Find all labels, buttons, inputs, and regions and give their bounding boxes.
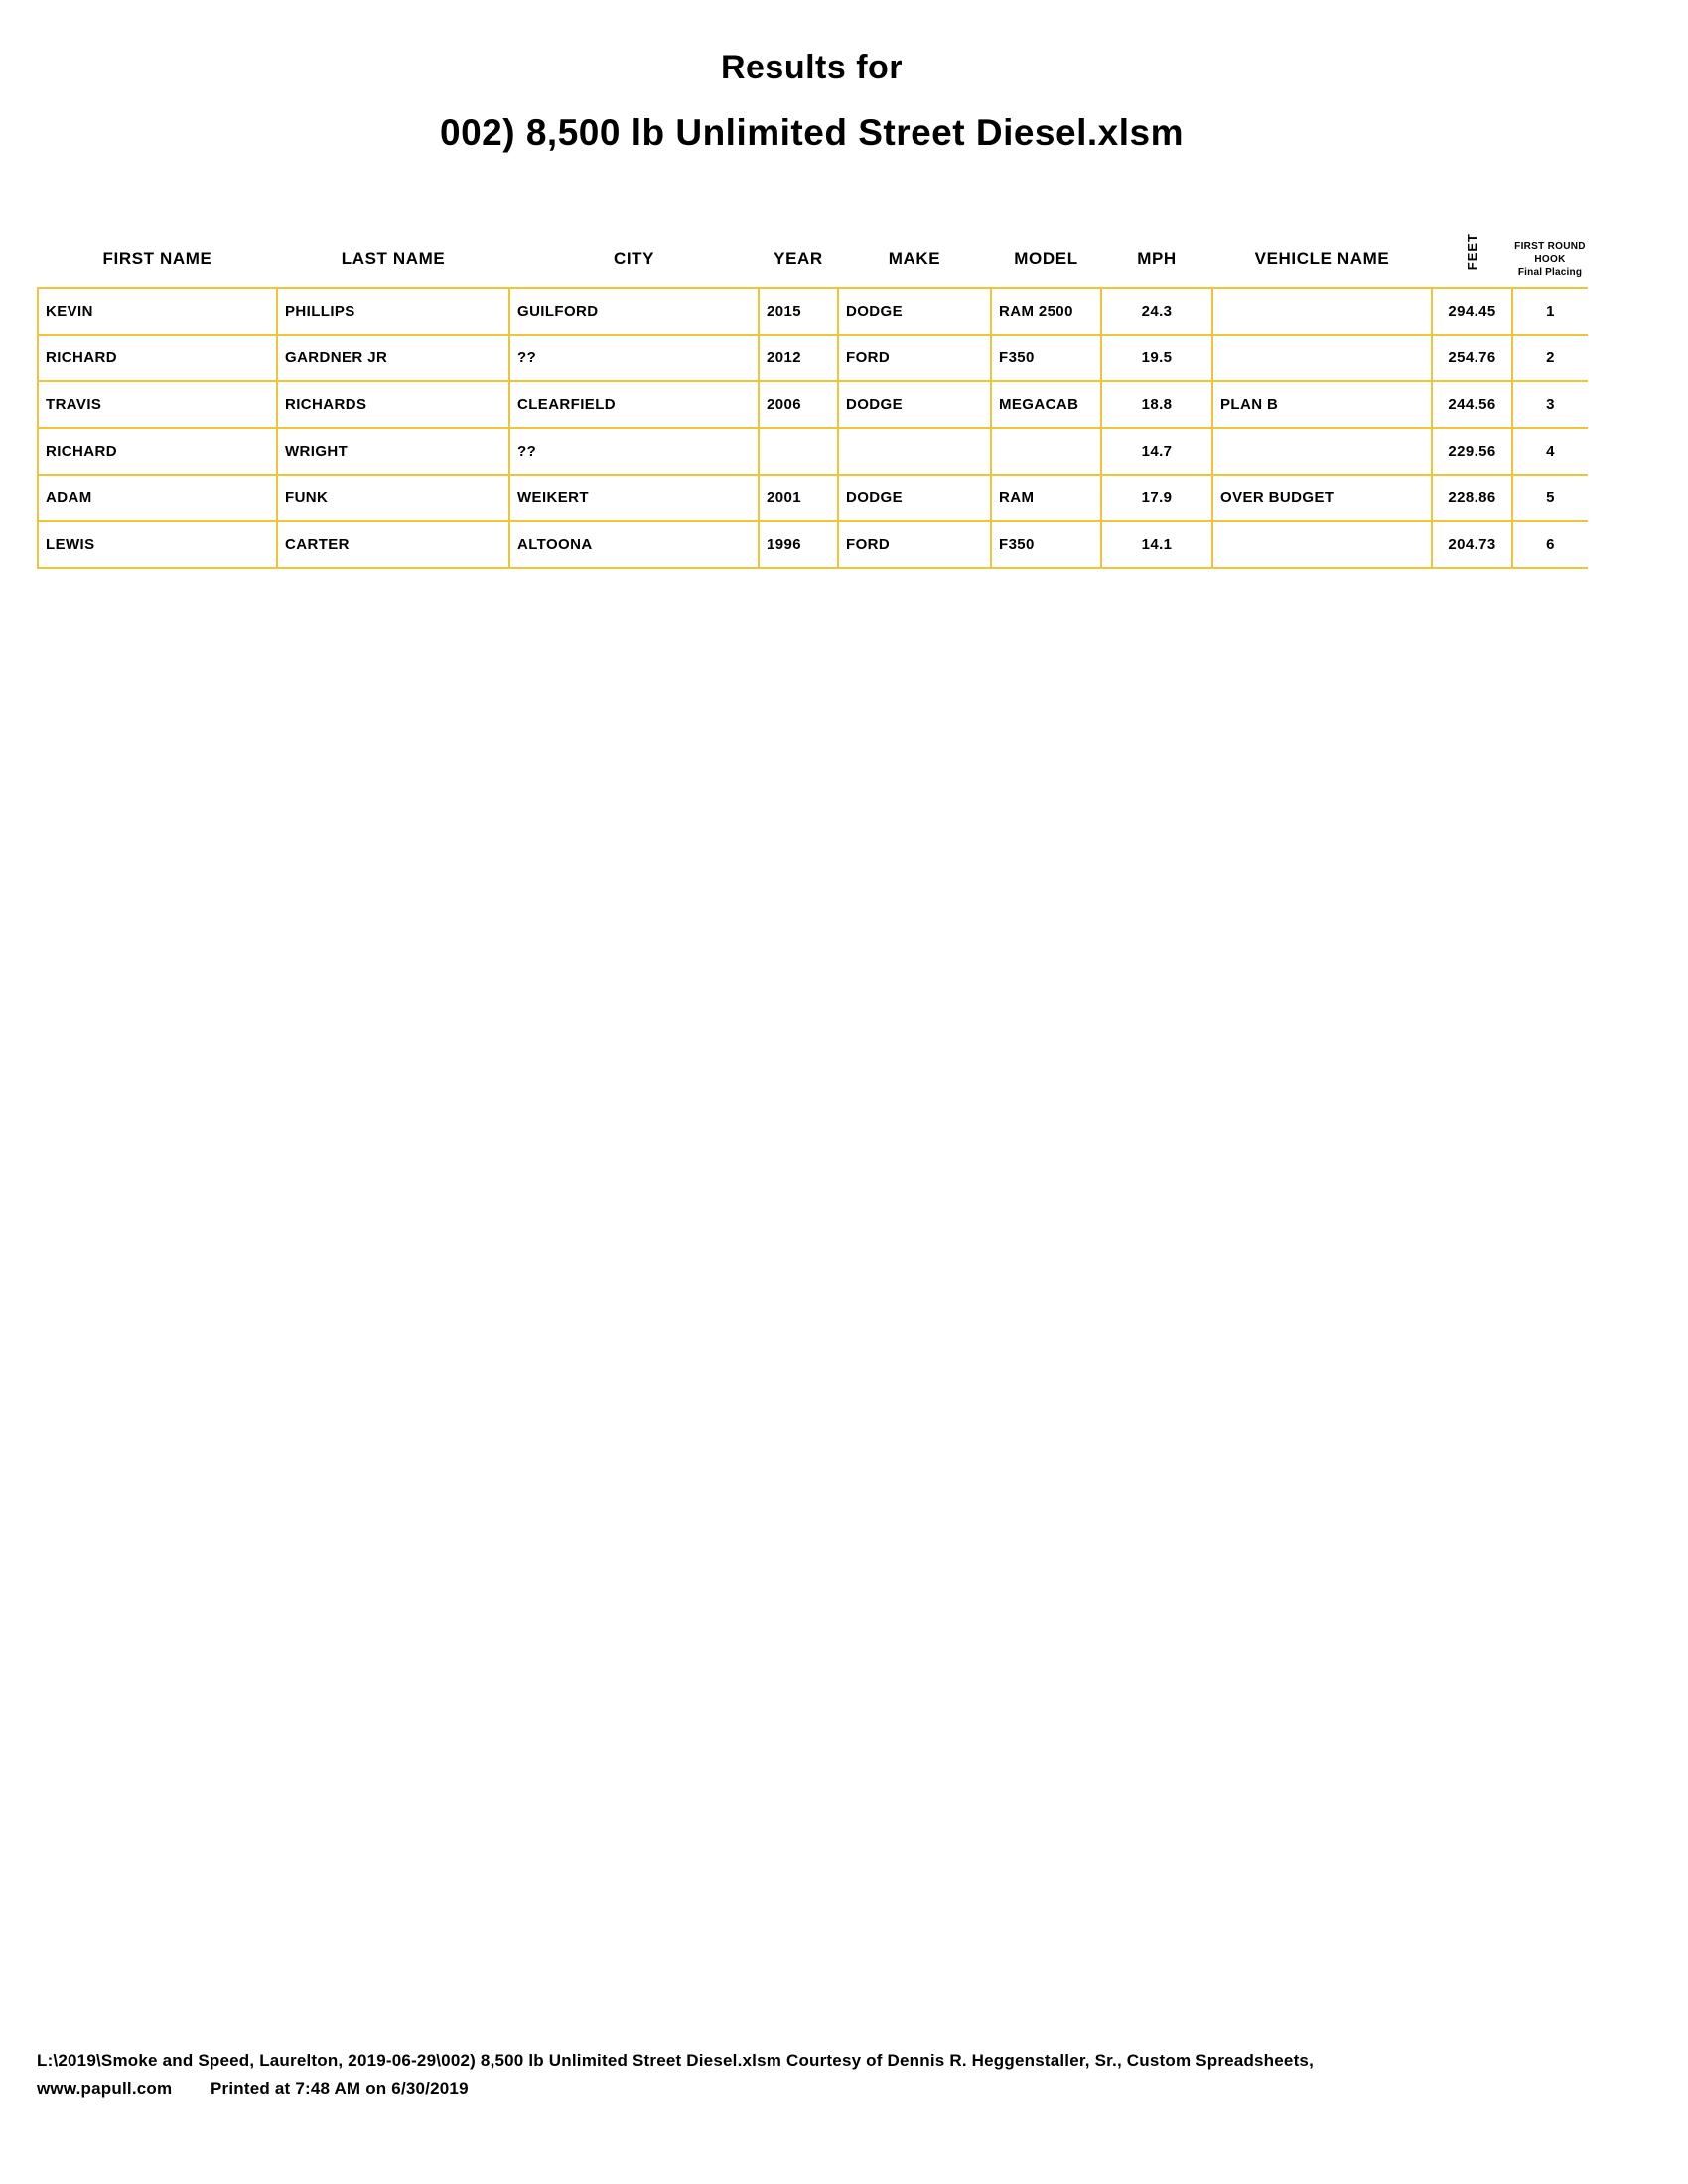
cell-feet: 254.76 bbox=[1432, 335, 1512, 381]
col-header-first-name: FIRST NAME bbox=[102, 249, 212, 268]
cell-vehicle_name: PLAN B bbox=[1212, 381, 1432, 428]
cell-first_name: KEVIN bbox=[38, 288, 277, 335]
cell-city: ?? bbox=[509, 428, 759, 475]
cell-model: F350 bbox=[991, 521, 1101, 568]
cell-vehicle_name bbox=[1212, 428, 1432, 475]
table-row bbox=[38, 475, 1588, 521]
cell-first_name: RICHARD bbox=[38, 428, 277, 475]
cell-make bbox=[838, 428, 991, 475]
cell-place: 5 bbox=[1512, 475, 1588, 521]
cell-city: GUILFORD bbox=[509, 288, 759, 335]
col-header-feet-rotated-label: FEET bbox=[1464, 232, 1479, 270]
col-header-vehicle-name: VEHICLE NAME bbox=[1254, 249, 1390, 268]
cell-mph: 14.1 bbox=[1101, 521, 1212, 568]
cell-place: 1 bbox=[1512, 288, 1588, 335]
cell-city: ?? bbox=[509, 335, 759, 381]
cell-mph: 18.8 bbox=[1101, 381, 1212, 428]
table-row bbox=[38, 428, 1588, 475]
cell-model: MEGACAB bbox=[991, 381, 1101, 428]
col-header-mph: MPH bbox=[1137, 249, 1177, 268]
cell-vehicle_name bbox=[1212, 521, 1432, 568]
cell-feet: 244.56 bbox=[1432, 381, 1512, 428]
results-table bbox=[37, 195, 1588, 569]
cell-vehicle_name bbox=[1212, 335, 1432, 381]
cell-make: DODGE bbox=[838, 288, 991, 335]
footer-website: www.papull.com bbox=[37, 2079, 173, 2098]
cell-place: 6 bbox=[1512, 521, 1588, 568]
footer bbox=[37, 2051, 1645, 2099]
cell-place: 2 bbox=[1512, 335, 1588, 381]
cell-feet: 204.73 bbox=[1432, 521, 1512, 568]
col-header-feet bbox=[1432, 195, 1512, 288]
table-row bbox=[38, 381, 1588, 428]
cell-last_name: WRIGHT bbox=[277, 428, 509, 475]
col-header-year: YEAR bbox=[774, 249, 823, 268]
hook-header-line3: Final Placing bbox=[1517, 267, 1583, 278]
cell-model bbox=[991, 428, 1101, 475]
cell-last_name: RICHARDS bbox=[277, 381, 509, 428]
table-row bbox=[38, 288, 1588, 335]
cell-year bbox=[759, 428, 838, 475]
table-row bbox=[38, 335, 1588, 381]
footer-file-path-line: L:\2019\Smoke and Speed, Laurelton, 2019-06-29\002) 8,500 lb Unlimited Street Diesel.xlsm Courtesy of Dennis R. Heggenstaller, Sr., Custom Spreadsheets, bbox=[37, 2051, 1315, 2070]
report-title-block bbox=[37, 50, 1587, 152]
cell-city: ALTOONA bbox=[509, 521, 759, 568]
cell-last_name: FUNK bbox=[277, 475, 509, 521]
table-row bbox=[38, 521, 1588, 568]
col-header-make: MAKE bbox=[888, 249, 941, 268]
results-table-body bbox=[38, 288, 1588, 568]
cell-year: 2015 bbox=[759, 288, 838, 335]
col-header-last-name: LAST NAME bbox=[341, 249, 446, 268]
cell-place: 3 bbox=[1512, 381, 1588, 428]
cell-model: RAM 2500 bbox=[991, 288, 1101, 335]
cell-mph: 19.5 bbox=[1101, 335, 1212, 381]
col-header-model: MODEL bbox=[1014, 249, 1078, 268]
cell-city: WEIKERT bbox=[509, 475, 759, 521]
cell-feet: 228.86 bbox=[1432, 475, 1512, 521]
cell-year: 2006 bbox=[759, 381, 838, 428]
cell-last_name: PHILLIPS bbox=[277, 288, 509, 335]
cell-vehicle_name: OVER BUDGET bbox=[1212, 475, 1432, 521]
cell-vehicle_name bbox=[1212, 288, 1432, 335]
cell-feet: 294.45 bbox=[1432, 288, 1512, 335]
cell-feet: 229.56 bbox=[1432, 428, 1512, 475]
cell-year: 2001 bbox=[759, 475, 838, 521]
cell-mph: 24.3 bbox=[1101, 288, 1212, 335]
cell-mph: 17.9 bbox=[1101, 475, 1212, 521]
hook-header-line2: HOOK bbox=[1534, 254, 1566, 265]
cell-model: F350 bbox=[991, 335, 1101, 381]
cell-place: 4 bbox=[1512, 428, 1588, 475]
hook-header-line1: FIRST ROUND bbox=[1514, 241, 1586, 252]
cell-year: 1996 bbox=[759, 521, 838, 568]
cell-make: DODGE bbox=[838, 381, 991, 428]
cell-make: DODGE bbox=[838, 475, 991, 521]
cell-first_name: TRAVIS bbox=[38, 381, 277, 428]
cell-year: 2012 bbox=[759, 335, 838, 381]
footer-second-line bbox=[37, 2079, 1645, 2099]
report-title-line1: Results for bbox=[720, 49, 904, 86]
col-header-first-round-hook bbox=[1512, 195, 1588, 288]
report-title-line2: 002) 8,500 lb Unlimited Street Diesel.xlsm bbox=[440, 112, 1184, 153]
cell-first_name: LEWIS bbox=[38, 521, 277, 568]
cell-model: RAM bbox=[991, 475, 1101, 521]
cell-mph: 14.7 bbox=[1101, 428, 1212, 475]
cell-make: FORD bbox=[838, 335, 991, 381]
footer-printed-timestamp: Printed at 7:48 AM on 6/30/2019 bbox=[211, 2079, 469, 2098]
cell-first_name: ADAM bbox=[38, 475, 277, 521]
cell-make: FORD bbox=[838, 521, 991, 568]
col-header-city: CITY bbox=[613, 249, 655, 268]
cell-last_name: CARTER bbox=[277, 521, 509, 568]
header-row bbox=[38, 195, 1588, 288]
cell-first_name: RICHARD bbox=[38, 335, 277, 381]
cell-city: CLEARFIELD bbox=[509, 381, 759, 428]
cell-last_name: GARDNER JR bbox=[277, 335, 509, 381]
